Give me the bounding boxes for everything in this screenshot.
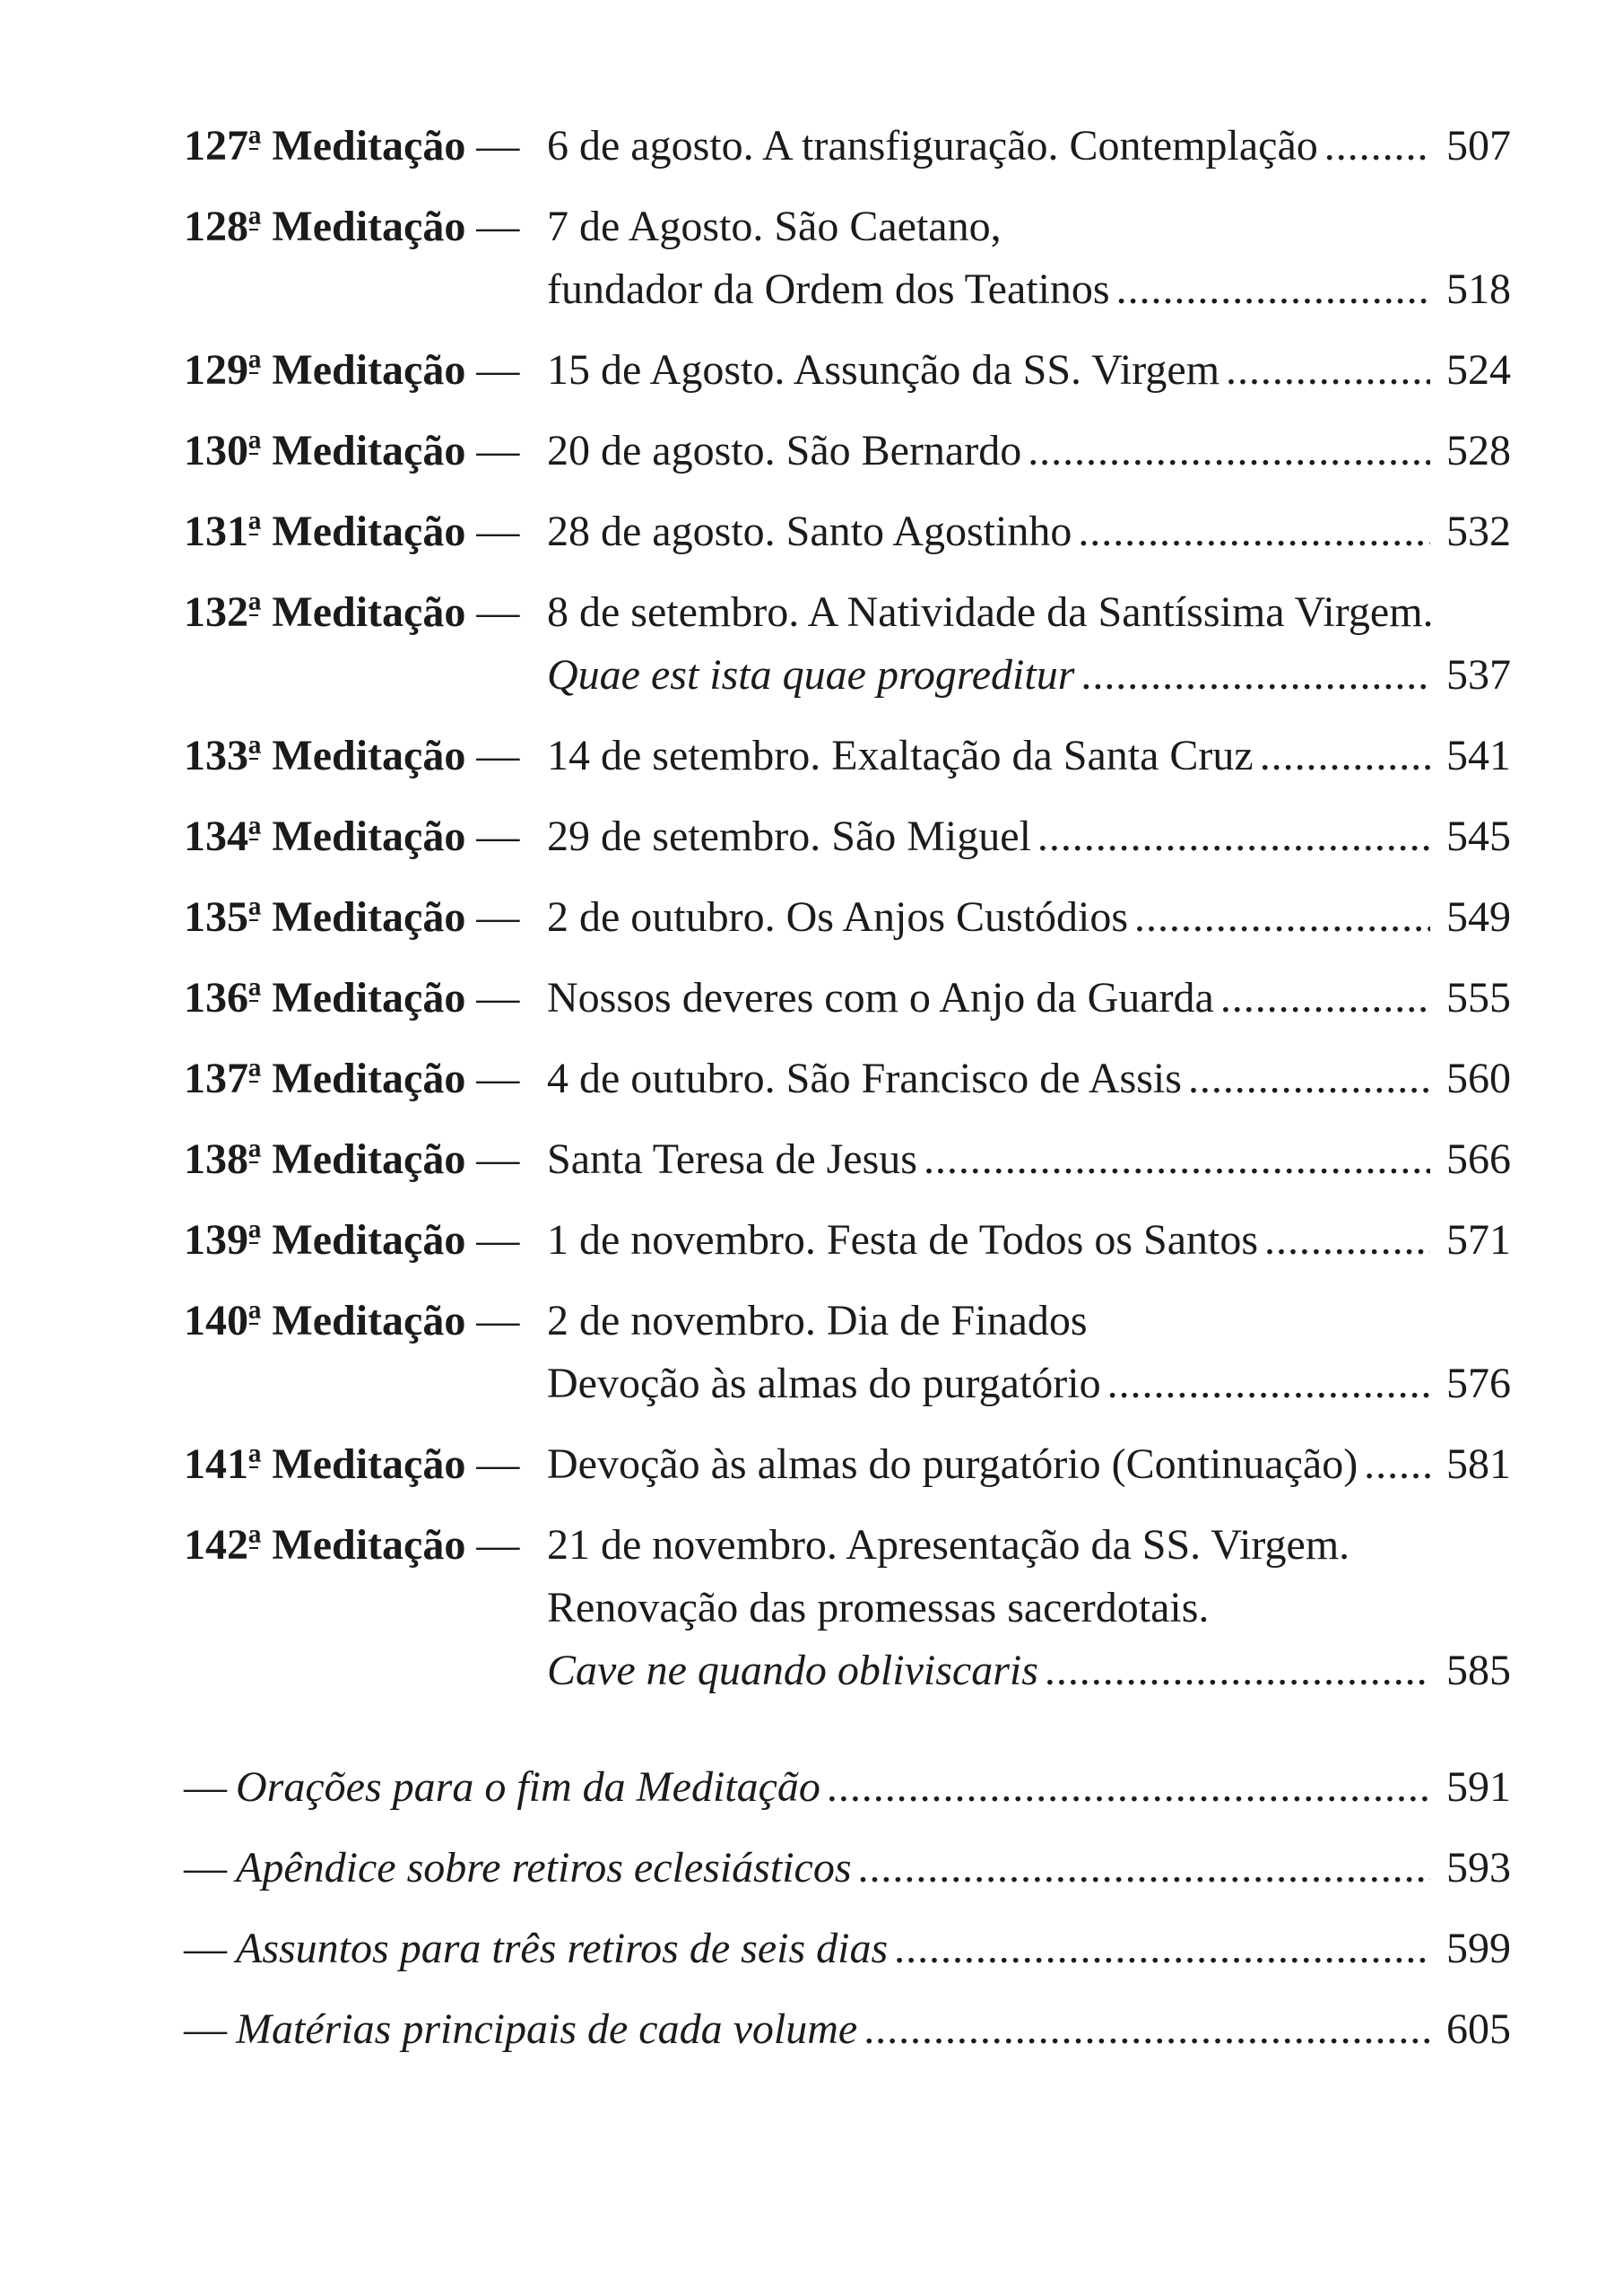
toc-entry-line — [184, 115, 1511, 178]
entry-title: Meditação — [272, 427, 466, 474]
entry-label — [184, 420, 547, 483]
em-dash: — — [476, 1135, 520, 1183]
toc-entry-line — [184, 420, 1511, 483]
toc-entry-line — [184, 1514, 1511, 1577]
toc-entry — [184, 967, 1511, 1030]
ordinal-indicator: ª — [248, 1055, 262, 1102]
entry-heading — [184, 974, 465, 1022]
dot-leader — [1324, 115, 1430, 178]
entry-description: 28 de agosto. Santo Agostinho — [547, 508, 1072, 555]
toc-entry — [184, 115, 1511, 178]
dot-leader — [1028, 420, 1430, 483]
entry-title: Meditação — [272, 1216, 466, 1264]
entry-heading — [184, 1216, 465, 1264]
toc-entry — [184, 1290, 1511, 1415]
entry-description: Nossos deveres com o Anjo da Guarda — [547, 974, 1214, 1022]
page-number: 532 — [1446, 508, 1511, 555]
entry-number: 135 — [184, 893, 248, 941]
toc-entry — [184, 1209, 1511, 1272]
entry-number: 130 — [184, 427, 248, 474]
entry-label — [184, 805, 547, 868]
entry-description: fundador da Ordem dos Teatinos — [547, 265, 1110, 313]
entry-description: 14 de setembro. Exaltação da Santa Cruz — [547, 732, 1254, 779]
entry-description: 2 de outubro. Os Anjos Custódios — [547, 893, 1129, 941]
page-number: 555 — [1446, 974, 1511, 1022]
em-dash: — — [476, 122, 520, 170]
entry-title: Meditação — [272, 1135, 466, 1183]
em-dash: — — [476, 1440, 520, 1488]
em-dash: — — [184, 1844, 227, 1892]
entry-description: 29 de setembro. São Miguel — [547, 813, 1031, 860]
entry-title: Meditação — [272, 203, 466, 250]
dot-leader — [1220, 967, 1430, 1030]
entry-description: Santa Teresa de Jesus — [547, 1135, 917, 1183]
ordinal-indicator: ª — [248, 974, 262, 1022]
dot-leader — [827, 1756, 1430, 1819]
em-dash: — — [476, 588, 520, 636]
entry-heading — [184, 508, 465, 555]
ordinal-indicator: ª — [248, 1135, 262, 1183]
entry-label — [184, 967, 547, 1030]
toc-entry-line — [184, 1209, 1511, 1272]
entry-title: Meditação — [272, 1521, 466, 1569]
entry-title: Meditação — [272, 732, 466, 779]
entry-title: Meditação — [272, 1297, 466, 1344]
ordinal-indicator: ª — [248, 508, 262, 555]
page-number: 560 — [1446, 1055, 1511, 1102]
toc-entry-line — [184, 805, 1511, 868]
em-dash: — — [476, 1216, 520, 1264]
entry-title: Meditação — [272, 346, 466, 394]
toc-entry-line — [184, 967, 1511, 1030]
page-number: 599 — [1446, 1925, 1511, 1972]
entry-title: Meditação — [272, 974, 466, 1022]
entry-number: 139 — [184, 1216, 248, 1264]
page-number: 528 — [1446, 427, 1511, 474]
toc-list — [184, 115, 1511, 1702]
entry-title: Meditação — [272, 588, 466, 636]
toc-entry-line — [184, 1128, 1511, 1191]
entry-title: Meditação — [272, 893, 466, 941]
toc-entry — [184, 805, 1511, 868]
page-number: 581 — [1446, 1440, 1511, 1488]
em-dash: — — [476, 508, 520, 555]
page-number: 605 — [1446, 2005, 1511, 2053]
entry-number: 140 — [184, 1297, 248, 1344]
entry-label — [184, 1290, 547, 1352]
toc-entry-line — [184, 1639, 1511, 1702]
entry-description: 2 de novembro. Dia de Finados — [547, 1297, 1088, 1344]
toc-entry — [184, 196, 1511, 321]
page-number: 545 — [1446, 813, 1511, 860]
entry-title: Meditação — [272, 1055, 466, 1102]
entry-label — [184, 1209, 547, 1272]
entry-description: 21 de novembro. Apresentação da SS. Virgem. — [547, 1521, 1350, 1569]
entry-title: Meditação — [272, 813, 466, 860]
dot-leader — [924, 1128, 1430, 1191]
entry-number: 129 — [184, 346, 248, 394]
ordinal-indicator: ª — [248, 813, 262, 860]
toc-entry — [184, 886, 1511, 949]
page-number: 507 — [1446, 122, 1511, 170]
em-dash: — — [184, 2005, 227, 2053]
entry-number: 142 — [184, 1521, 248, 1569]
dot-leader — [894, 1918, 1430, 1980]
toc-entry-line — [184, 1048, 1511, 1110]
em-dash: — — [476, 732, 520, 779]
toc-entry-line — [184, 339, 1511, 402]
appendix-entry — [184, 1918, 1511, 1980]
entry-heading — [184, 732, 465, 779]
toc-entry-line — [184, 1352, 1511, 1415]
dot-leader — [1078, 500, 1430, 563]
dot-leader — [1260, 725, 1430, 787]
entry-label — [184, 1128, 547, 1191]
appendix-description: Matérias principais de cada volume — [236, 2005, 858, 2053]
entry-label — [184, 1433, 547, 1496]
appendix-entry — [184, 1998, 1511, 2061]
dot-leader — [1045, 1639, 1430, 1702]
ordinal-indicator: ª — [248, 1440, 262, 1488]
entry-heading — [184, 893, 465, 941]
em-dash: — — [476, 427, 520, 474]
entry-number: 132 — [184, 588, 248, 636]
entry-description: 15 de Agosto. Assunção da SS. Virgem — [547, 346, 1220, 394]
entry-number: 131 — [184, 508, 248, 555]
ordinal-indicator: ª — [248, 1297, 262, 1344]
em-dash: — — [184, 1925, 227, 1972]
ordinal-indicator: ª — [248, 893, 262, 941]
dot-leader — [1107, 1352, 1430, 1415]
appendix-description: Assuntos para três retiros de seis dias — [236, 1925, 889, 1972]
entry-description: Renovação das promessas sacerdotais. — [547, 1584, 1210, 1631]
toc-entry — [184, 581, 1511, 707]
entry-description: 1 de novembro. Festa de Todos os Santos — [547, 1216, 1259, 1264]
toc-entry — [184, 420, 1511, 483]
entry-number: 136 — [184, 974, 248, 1022]
entry-heading — [184, 122, 465, 170]
entry-description: 20 de agosto. São Bernardo — [547, 427, 1022, 474]
dot-leader — [1134, 886, 1430, 949]
page-number: 518 — [1446, 265, 1511, 313]
entry-heading — [184, 1135, 465, 1183]
entry-description: 7 de Agosto. São Caetano, — [547, 203, 1002, 250]
ordinal-indicator: ª — [248, 122, 262, 170]
ordinal-indicator: ª — [248, 427, 262, 474]
entry-heading — [184, 1440, 465, 1488]
entry-number: 138 — [184, 1135, 248, 1183]
entry-description: Cave ne quando obliviscaris — [547, 1647, 1038, 1694]
em-dash: — — [184, 1763, 227, 1811]
entry-heading — [184, 588, 465, 636]
ordinal-indicator: ª — [248, 203, 262, 250]
toc-content — [184, 0, 1511, 2079]
ordinal-indicator: ª — [248, 1521, 262, 1569]
em-dash: — — [476, 813, 520, 860]
entry-title: Meditação — [272, 508, 466, 555]
page-number: 593 — [1446, 1844, 1511, 1892]
toc-entry-line — [184, 258, 1511, 321]
toc-entry-line — [184, 1290, 1511, 1352]
entry-heading — [184, 1521, 465, 1569]
ordinal-indicator: ª — [248, 346, 262, 394]
entry-label — [184, 1048, 547, 1110]
ordinal-indicator: ª — [248, 588, 262, 636]
entry-number: 141 — [184, 1440, 248, 1488]
appendix-entry — [184, 1756, 1511, 1819]
dot-leader — [1081, 644, 1430, 707]
dot-leader — [864, 1998, 1430, 2061]
entry-heading — [184, 346, 465, 394]
entry-heading — [184, 1297, 465, 1344]
appendix-description: Apêndice sobre retiros eclesiásticos — [236, 1844, 852, 1892]
entry-number: 127 — [184, 122, 248, 170]
toc-entry-line — [184, 1433, 1511, 1496]
entry-description: Devoção às almas do purgatório — [547, 1360, 1101, 1407]
dot-leader — [1264, 1209, 1430, 1272]
entry-description: 6 de agosto. A transfiguração. Contemplação — [547, 122, 1318, 170]
entry-number: 128 — [184, 203, 248, 250]
entry-label — [184, 1514, 547, 1577]
toc-entry-line — [184, 581, 1511, 644]
toc-entry — [184, 1048, 1511, 1110]
entry-label — [184, 196, 547, 258]
toc-entry-line — [184, 500, 1511, 563]
em-dash: — — [476, 346, 520, 394]
toc-entry-line — [184, 644, 1511, 707]
entry-label — [184, 886, 547, 949]
entry-number: 133 — [184, 732, 248, 779]
entry-description: 4 de outubro. São Francisco de Assis — [547, 1055, 1182, 1102]
entry-label — [184, 725, 547, 787]
toc-entry — [184, 339, 1511, 402]
appendix-list — [184, 1756, 1511, 2061]
toc-entry — [184, 725, 1511, 787]
ordinal-indicator: ª — [248, 732, 262, 779]
entry-label — [184, 339, 547, 402]
entry-title: Meditação — [272, 1440, 466, 1488]
toc-entry — [184, 1433, 1511, 1496]
entry-label — [184, 581, 547, 644]
dot-leader — [1364, 1433, 1430, 1496]
page-number: 524 — [1446, 346, 1511, 394]
entry-heading — [184, 813, 465, 860]
toc-entry — [184, 500, 1511, 563]
toc-entry-line — [184, 725, 1511, 787]
dot-leader — [1226, 339, 1430, 402]
page-number: 566 — [1446, 1135, 1511, 1183]
entry-heading — [184, 1055, 465, 1102]
dot-leader — [1188, 1048, 1430, 1110]
entry-heading — [184, 203, 465, 250]
page-number: 537 — [1446, 651, 1511, 699]
page-number: 576 — [1446, 1360, 1511, 1407]
entry-description: Quae est ista quae progreditur — [547, 651, 1075, 699]
toc-entry-line — [184, 886, 1511, 949]
entry-number: 137 — [184, 1055, 248, 1102]
appendix-entry — [184, 1837, 1511, 1900]
em-dash: — — [476, 1297, 520, 1344]
page-number: 549 — [1446, 893, 1511, 941]
entry-number: 134 — [184, 813, 248, 860]
appendix-description: Orações para o fim da Meditação — [236, 1763, 820, 1811]
toc-entry — [184, 1128, 1511, 1191]
em-dash: — — [476, 1521, 520, 1569]
entry-title: Meditação — [272, 122, 466, 170]
page-number: 591 — [1446, 1763, 1511, 1811]
toc-entry-line — [184, 196, 1511, 258]
page-number: 585 — [1446, 1647, 1511, 1694]
dot-leader — [1116, 258, 1430, 321]
page-number: 571 — [1446, 1216, 1511, 1264]
em-dash: — — [476, 893, 520, 941]
entry-label — [184, 115, 547, 178]
entry-description: Devoção às almas do purgatório (Continuação) — [547, 1440, 1358, 1488]
dot-leader — [858, 1837, 1430, 1900]
toc-entry-line — [184, 1577, 1511, 1639]
entry-description: 8 de setembro. A Natividade da Santíssima Virgem. — [547, 588, 1434, 636]
em-dash: — — [476, 203, 520, 250]
entry-label — [184, 500, 547, 563]
ordinal-indicator: ª — [248, 1216, 262, 1264]
em-dash: — — [476, 1055, 520, 1102]
page-number: 541 — [1446, 732, 1511, 779]
entry-heading — [184, 427, 465, 474]
dot-leader — [1037, 805, 1430, 868]
em-dash: — — [476, 974, 520, 1022]
toc-entry — [184, 1514, 1511, 1702]
